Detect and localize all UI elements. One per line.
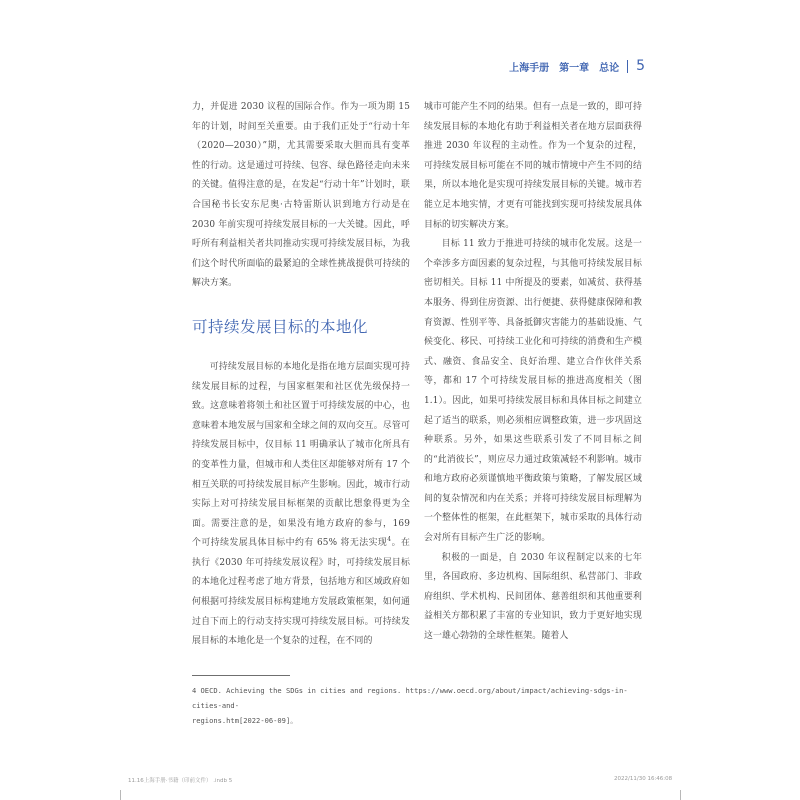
footnote bbox=[192, 683, 642, 728]
section-heading: 可持续发展目标的本地化 bbox=[192, 317, 369, 336]
header-section: 总论 bbox=[599, 62, 620, 74]
paragraph: 力，并促进 2030 议程的国际合作。作为一项为期 15 年的计划，时间至关重要。由于我们正处于“行动十年（2020—2030）”期，尤其需要采取大胆而具有变革性的行动。这是通过可持续、包容、绿色路径走向未来的关键。值得注意的是，在发起“行动十年”计划时，联合国秘书长安东尼奥·古特雷斯认识到地方行动是在 2030 年前实现可持续发展目标的一大关键。因此，呼吁所有利益相关者共同推动实现可持续发展目标，为我们这个时代所面临的最紧迫的全球性挑战提供可持续的解决方案。 bbox=[192, 102, 410, 289]
header-chapter: 第一章 bbox=[559, 62, 590, 74]
paragraph: 积极的一面是，自 2030 年议程制定以来的七年里，各国政府、多边机构、国际组织、私营部门、非政府组织、学术机构、民间团体、慈善组织和其他重要利益相关方都积累了丰富的专业知识，致力于更好地实现这一雄心勃勃的全球性框架。随着人 bbox=[424, 552, 642, 642]
footnote-line: 4 OECD. Achieving the SDGs in cities and regions. https://www.oecd.org/about/impact/achieving-sdgs-in-cities-and- bbox=[192, 686, 628, 710]
crop-mark bbox=[120, 790, 121, 800]
footnote-reference[interactable]: 4 bbox=[387, 536, 392, 544]
print-slug-left: 11.16上海手册·书籍（印前文件） .indb 5 bbox=[128, 778, 233, 784]
header-divider bbox=[627, 60, 628, 73]
left-column bbox=[192, 98, 410, 652]
crop-mark bbox=[680, 790, 681, 800]
paragraph bbox=[192, 358, 410, 652]
print-slug-right: 2022/11/30 16:46:08 bbox=[614, 776, 673, 782]
paragraph-text: 。在执行《2030 年可持续发展议程》时，可持续发展目标的本地化过程考虑了地方背景，包括地方和区域政府如何根据可持续发展目标构建地方发展政策框架，如何通过自下而上的行动支持实现可持续发展目标。可持续发展目标的本地化是一个复杂的过程，在不同的 bbox=[192, 538, 410, 647]
page-number: 5 bbox=[636, 58, 645, 74]
paragraph-text: 可持续发展目标的本地化是指在地方层面实现可持续发展目标的过程，与国家框架和社区优先级保持一致。这意味着将领土和社区置于可持续发展的中心，也意味着本地发展与国家和全球之间的双向交互。尽管可持续发展目标中，仅目标 11 明确承认了城市化所具有的变革性力量，但城市和人类住区却能够对所有 17 个相互关联的可持续发展目标产生影响。因此，城市行动实际上对可持续发展目标框架的贡献比想象得更为全面。需要注意的是，如果没有地方政府的参与，169 个可持续发展具体目标中约有 65% 将无法实现 bbox=[192, 361, 410, 549]
header-book-title: 上海手册 bbox=[509, 62, 550, 74]
footnote-line: regions.htm[2022-06-09]。 bbox=[192, 716, 298, 725]
paragraph: 目标 11 致力于推进可持续的城市化发展。这是一个牵涉多方面因素的复杂过程，与其他可持续发展目标密切相关。目标 11 中所提及的要素，如减贫、获得基本服务、得到住房资源、出行便捷、获得健康保障和教育资源、性别平等、具备抵御灾害能力的基础设施、气候变化、移民、可持续工业化和可持续的消费和生产模式、融资、食品安全、良好治理、建立合作伙伴关系等，都和 17 个可持续发展目标的推进高度相关（图 1.1）。因此，如果可持续发展目标和具体目标之间建立起了适当的联系，则必须相应调整政策，进一步巩固这种联系。另外，如果这些联系引发了不同目标之间的“此消彼长”，则应尽力通过政策减轻不利影响。城市和地方政府必须谨慎地平衡政策与策略，了解发展区域间的复杂情况和内在关系；并将可持续发展目标理解为一个整体性的框架，在此框架下，城市采取的具体行动会对所有目标产生广泛的影响。 bbox=[424, 239, 642, 544]
running-header bbox=[509, 58, 645, 74]
paragraph: 城市可能产生不同的结果。但有一点是一致的，即可持续发展目标的本地化有助于利益相关者在地方层面获得推进 2030 年议程的主动性。作为一个复杂的过程，可持续发展目标可能在不同的城市情境中产生不同的结果，所以本地化是实现可持续发展目标的关键。城市若能立足本地实情，才更有可能找到实现可持续发展具体目标的切实解决方案。 bbox=[424, 102, 642, 230]
footnote-divider bbox=[192, 675, 290, 676]
right-column bbox=[424, 98, 642, 647]
